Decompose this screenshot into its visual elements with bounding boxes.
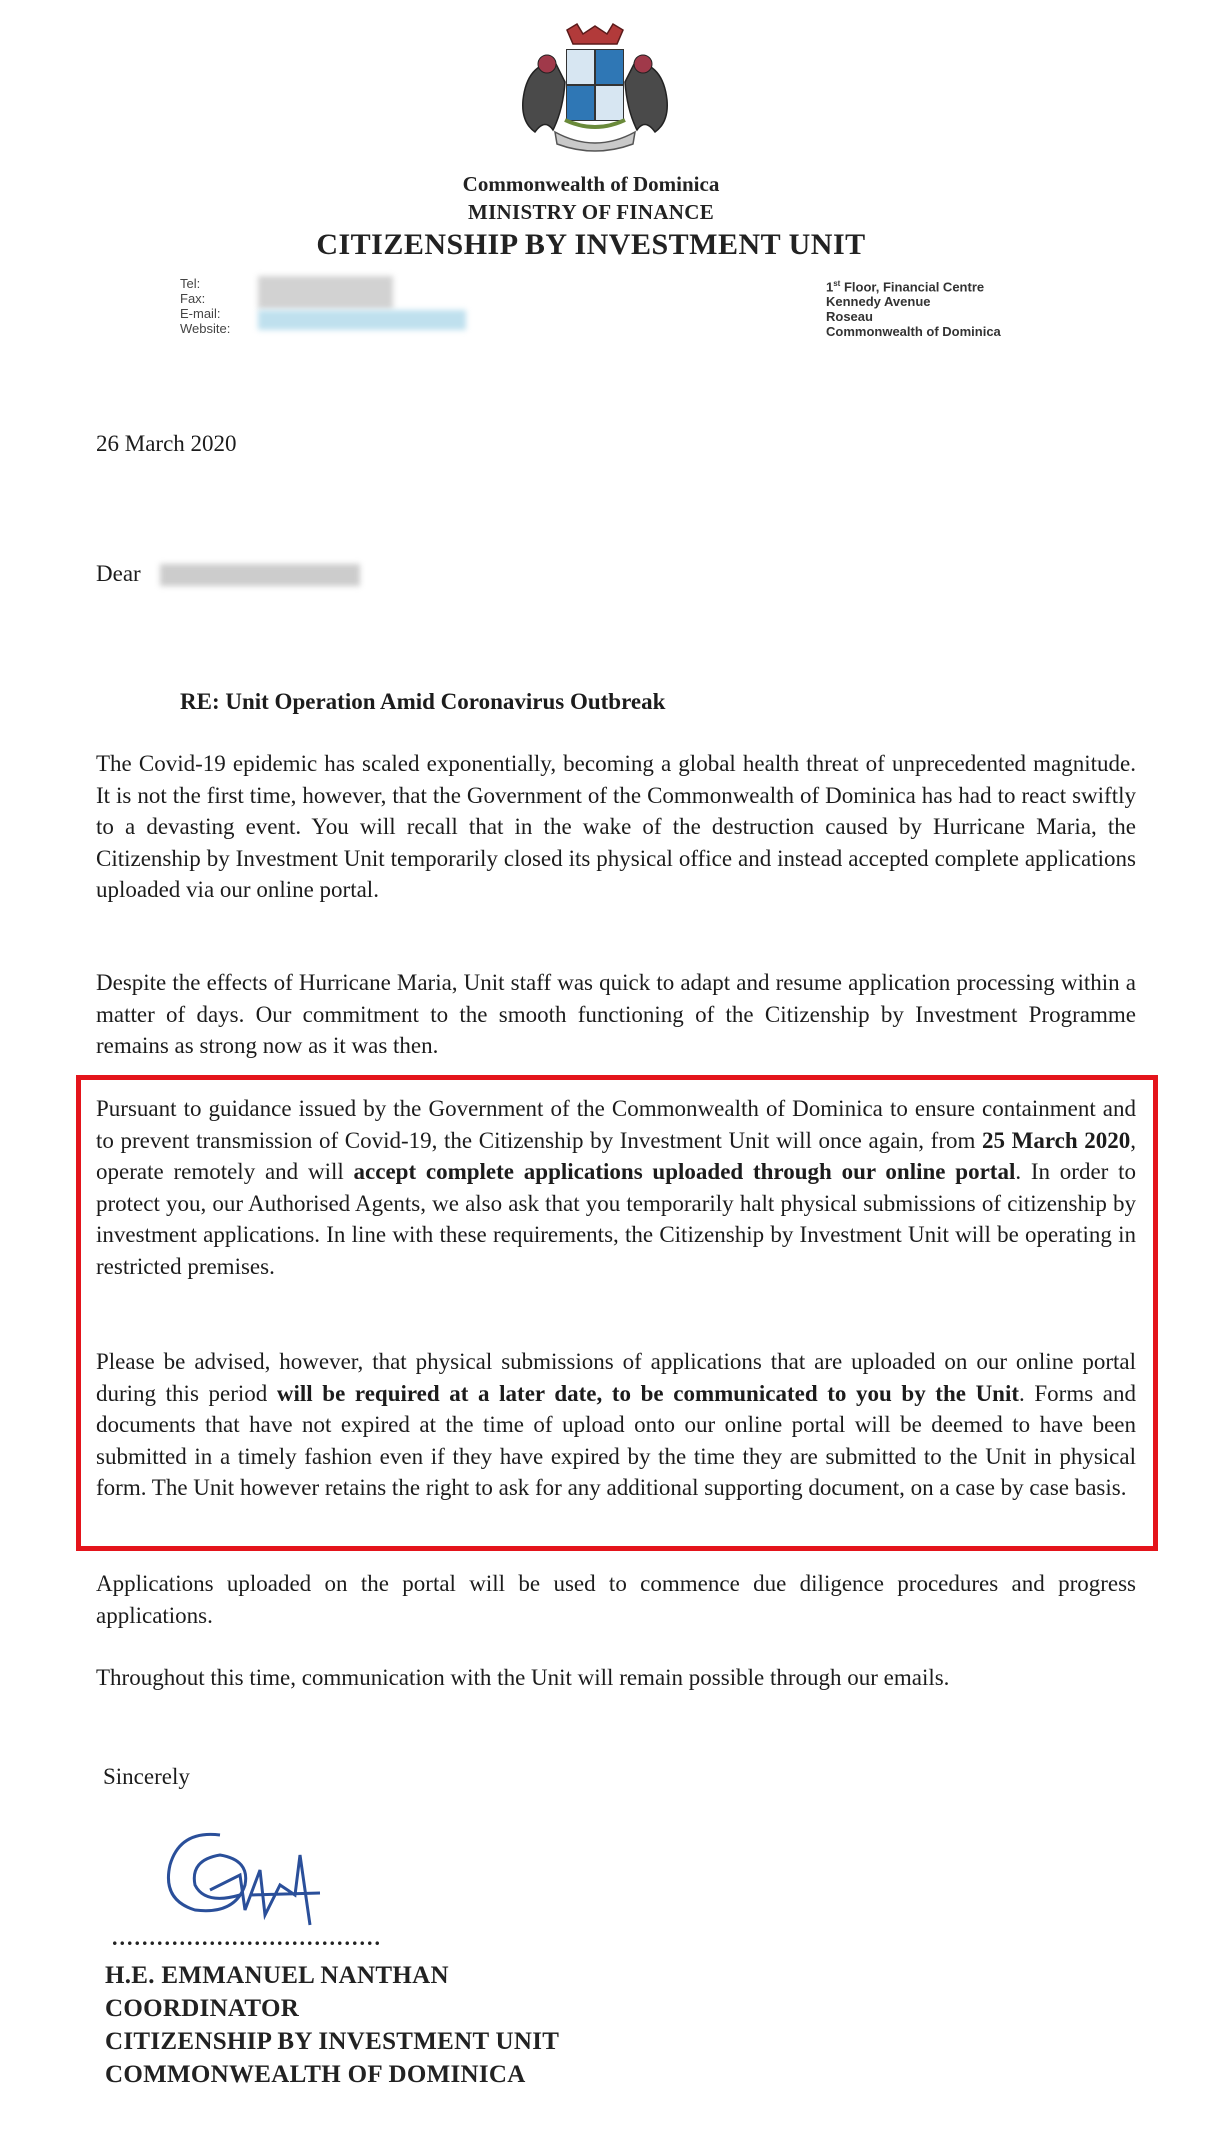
redacted-email-website [258, 310, 466, 330]
paragraph-1: The Covid-19 epidemic has scaled exponentially, becoming a global health threat of unprecedented magnitude. It is not the first time, however, that the Government of the Commonwealth of Dominica has had to react swiftly to a devasting event. You will recall that in the wake of the destruction caused by Hurricane Maria, the Citizenship by Investment Unit temporarily closed its physical office and instead accepted complete applications uploaded via our online portal. [96, 751, 1136, 902]
paragraph-3: Pursuant to guidance issued by the Government of the Commonwealth of Dominica to ensure containment and to prevent transmission of Covid-19, the Citizenship by Investment Unit will once again, from 25 March 2020, operate remotely and will accept complete applications uploaded through our online portal. In order to protect you, our Authorised Agents, we also ask that you temporarily halt physical submissions of citizenship by investment applications. In line with these requirements, the Citizenship by Investment Unit will be operating in restricted premises. [96, 1096, 1137, 1279]
fax-label: Fax: [180, 291, 206, 306]
signature-dots: .................................... [112, 1925, 382, 1950]
signatory-title: COORDINATOR [105, 1995, 300, 2022]
tel-label: Tel: [180, 276, 201, 291]
signatory-country: COMMONWEALTH OF DOMINICA [105, 2061, 526, 2088]
signatory-unit: CITIZENSHIP BY INVESTMENT UNIT [105, 2028, 560, 2055]
address-floor: 1st Floor, Financial Centre [826, 279, 985, 295]
letter-date: 26 March 2020 [96, 431, 237, 456]
paragraph-6: Throughout this time, communication with the Unit will remain possible through our emails. [96, 1665, 950, 1690]
paragraph-2: Despite the effects of Hurricane Maria, Unit staff was quick to adapt and resume application processing within a matter of days. Our commitment to the smooth functioning of the Citizenship by Investment Programme remains as strong now as it was then. [96, 970, 1136, 1058]
signatory-name: H.E. EMMANUEL NANTHAN [105, 1962, 449, 1989]
redacted-phone [258, 276, 393, 309]
address-street: Kennedy Avenue [826, 294, 931, 310]
letterhead-ministry: MINISTRY OF FINANCE [467, 200, 715, 224]
contact-labels [180, 276, 230, 336]
unit-address [826, 276, 1001, 339]
paragraph-4: Please be advised, however, that physical submissions of applications that are uploaded on our online portal during this period will be required at a later date, to be communicated to you by the Unit. Forms and documents that have not expired at the time of upload onto our online portal will be deemed to have been submitted in a timely fashion even if they have expired by the time they are submitted to the Unit in physical form. The Unit however retains the right to ask for any additional supporting document, on a case by case basis. [96, 1349, 1137, 1500]
redacted-recipient-name [160, 564, 360, 586]
address-city: Roseau [826, 309, 873, 325]
letter-subject: RE: Unit Operation Amid Coronavirus Outbreak [180, 689, 666, 714]
letterhead-unit: CITIZENSHIP BY INVESTMENT UNIT [316, 228, 866, 261]
closing: Sincerely [103, 1764, 190, 1789]
coat-of-arms-logo [505, 22, 685, 157]
paragraph-5: Applications uploaded on the portal will be used to commence due diligence procedures and progress applications. [96, 1571, 1136, 1628]
email-label: E-mail: [180, 306, 221, 321]
website-label: Website: [180, 321, 231, 336]
address-country: Commonwealth of Dominica [826, 324, 1001, 340]
salutation: Dear [96, 561, 141, 586]
letterhead-country: Commonwealth of Dominica [462, 172, 720, 196]
